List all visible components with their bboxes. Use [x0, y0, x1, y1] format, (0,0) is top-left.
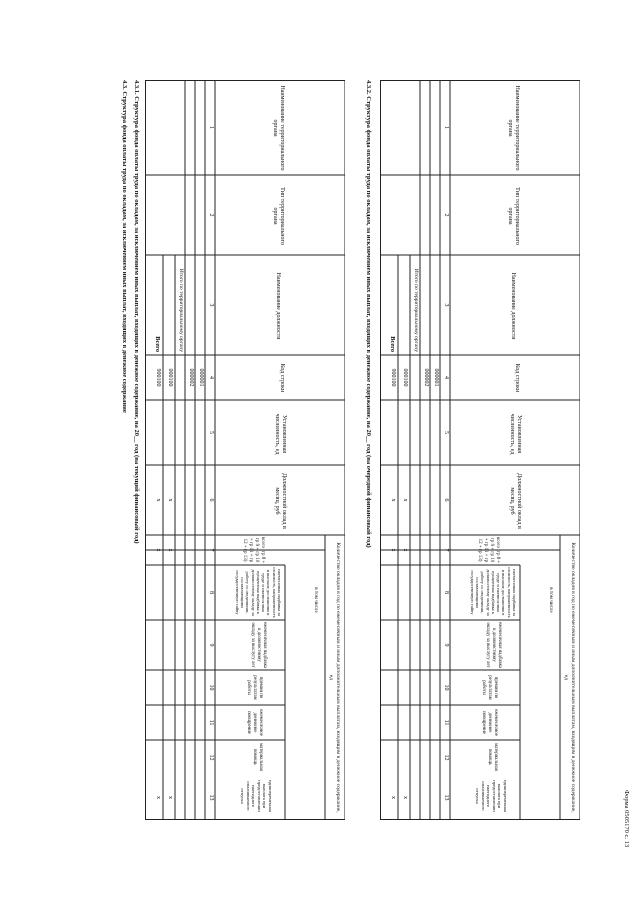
- col-num-5: 5: [443, 431, 449, 434]
- table-2: [380, 80, 580, 820]
- section-title: 4.3. Структура фонда оплаты труда по окладам, за исключением иных выплат, входящих в денежное содержание: [121, 80, 128, 413]
- row-code: 000100: [167, 368, 173, 387]
- col-header-10: премии по результатам работы: [481, 675, 498, 700]
- row-code: 900100: [155, 368, 161, 387]
- x-mark: x: [402, 796, 408, 799]
- col-header-8: ежемесячная надбавка за сложность, напряженность и высокие достижения в труде и ежемесячная процентная надбавка к должностному окладу за работу со сведениями, составляющими государственную тайну: [234, 567, 282, 618]
- col-num-1: 1: [443, 126, 449, 129]
- col-header-11: ежемесячное денежное поощрение: [246, 709, 263, 736]
- x-mark: x: [155, 498, 161, 502]
- in-that-label: в том числе: [548, 587, 554, 613]
- col-header-10: премии по результатам работы: [246, 675, 263, 700]
- col-num-3: 3: [208, 303, 214, 307]
- table-1-title: 4.3.1. Структура фонда оплаты труда по окладам, за исключением иных выплат, входящих в денежное содержание, на 20__ год (на текущий финансовый год): [133, 80, 140, 544]
- col-header-5: Установленная численность, ед: [273, 413, 287, 455]
- form-label: Форма 0505170 с. 13: [623, 790, 630, 848]
- col-num-6: 6: [443, 498, 449, 502]
- col-header-2: Тип территориального органа: [506, 187, 520, 245]
- col-header-9: ежемесячная надбавка к должностному окладу за выслугу лет: [250, 622, 267, 669]
- col-header-8: ежемесячная надбавка за сложность, напряженность и высокие достижения в труде и ежемесячная процентная надбавка к должностному окладу за работу со сведениями, составляющими государственную тайну: [469, 567, 517, 618]
- col-group-header: Количество окладов в год по ежемесячным и иным дополнительным выплатам, входящим в денежное содержание, ед: [563, 542, 576, 813]
- col-num-13: 13: [443, 794, 449, 801]
- col-header-3: Наименование должности: [275, 272, 281, 340]
- col-num-3: 3: [443, 303, 449, 307]
- row-code: 000002: [188, 368, 194, 387]
- x-mark: x: [390, 548, 396, 552]
- col-header-2: Тип территориального органа: [271, 187, 285, 245]
- col-num-11: 11: [443, 719, 449, 726]
- col-header-9: ежемесячная надбавка к должностному окладу за выслугу лет: [485, 622, 502, 669]
- col-num-12: 12: [208, 754, 214, 761]
- x-mark: x: [402, 548, 408, 552]
- x-mark: x: [167, 548, 173, 552]
- x-mark: x: [402, 498, 408, 502]
- col-num-1: 1: [208, 126, 214, 129]
- row-code: 000001: [433, 368, 439, 387]
- col-header-12: материальная помощь: [252, 743, 263, 771]
- x-mark: x: [167, 498, 173, 502]
- col-num-7: 7: [443, 548, 449, 552]
- col-header-7: всего (гр 8 + гр 9 + гр 10 + гр 11 + гр 12 + гр 13): [477, 536, 500, 564]
- x-mark: x: [390, 796, 396, 799]
- col-num-8: 8: [443, 591, 449, 594]
- col-num-13: 13: [208, 794, 214, 801]
- x-mark: x: [390, 498, 396, 502]
- table-2-title: 4.3.2. Структура фонда оплаты труда по окладам, за исключением иных выплат, входящих в денежное содержание, на 20__ год (на очередной финансовый год): [365, 80, 372, 548]
- col-num-9: 9: [208, 643, 214, 647]
- col-num-2: 2: [443, 213, 449, 217]
- subtotal-label: Итого по территориальному органу: [413, 268, 419, 352]
- x-mark: x: [167, 796, 173, 799]
- col-num-8: 8: [208, 591, 214, 594]
- col-header-4: Код строки: [279, 363, 285, 393]
- col-header-3: Наименование должности: [510, 272, 516, 340]
- col-header-13: единовременная выплата при предоставлении ежегодного оплачиваемого отпуска: [240, 779, 273, 813]
- total-label: Всего: [154, 336, 161, 352]
- row-code: 900100: [390, 368, 396, 387]
- total-label: Всего: [389, 336, 396, 352]
- col-num-7: 7: [208, 548, 214, 552]
- x-mark: x: [155, 796, 161, 799]
- col-header-4: Код строки: [514, 363, 520, 393]
- col-num-10: 10: [208, 684, 214, 691]
- col-num-6: 6: [208, 498, 214, 502]
- x-mark: x: [155, 548, 161, 552]
- col-group-header: Количество окладов в год по ежемесячным и иным дополнительным выплатам, входящим в денежное содержание, ед: [328, 542, 341, 813]
- col-num-9: 9: [443, 643, 449, 647]
- subtotal-label: Итого по территориальному органу: [178, 268, 184, 352]
- col-header-13: единовременная выплата при предоставлении ежегодного оплачиваемого отпуска: [475, 779, 508, 813]
- col-header-6: Должностной оклад в месяц, руб: [508, 473, 522, 529]
- in-that-label: в том числе: [313, 587, 319, 613]
- col-header-11: ежемесячное денежное поощрение: [481, 709, 498, 736]
- row-code: 000002: [423, 368, 429, 387]
- col-header-1: Наименование территориального органа: [506, 85, 520, 171]
- col-header-5: Установленная численность, ед: [508, 413, 522, 455]
- col-header-1: Наименование территориального органа: [271, 85, 285, 171]
- col-num-12: 12: [443, 754, 449, 761]
- col-header-7: всего (гр 8 + гр 9 + гр 10 + гр 11 + гр 12 + гр 13): [242, 536, 265, 564]
- col-num-10: 10: [443, 684, 449, 691]
- row-code: 000001: [198, 368, 204, 387]
- row-code: 000100: [402, 368, 408, 387]
- col-num-5: 5: [208, 431, 214, 434]
- col-num-4: 4: [208, 376, 214, 379]
- col-num-2: 2: [208, 213, 214, 217]
- table-1: [145, 80, 345, 820]
- col-num-11: 11: [208, 719, 214, 726]
- col-num-4: 4: [443, 376, 449, 379]
- col-header-12: материальная помощь: [487, 743, 498, 771]
- col-header-6: Должностной оклад в месяц, руб: [273, 473, 287, 529]
